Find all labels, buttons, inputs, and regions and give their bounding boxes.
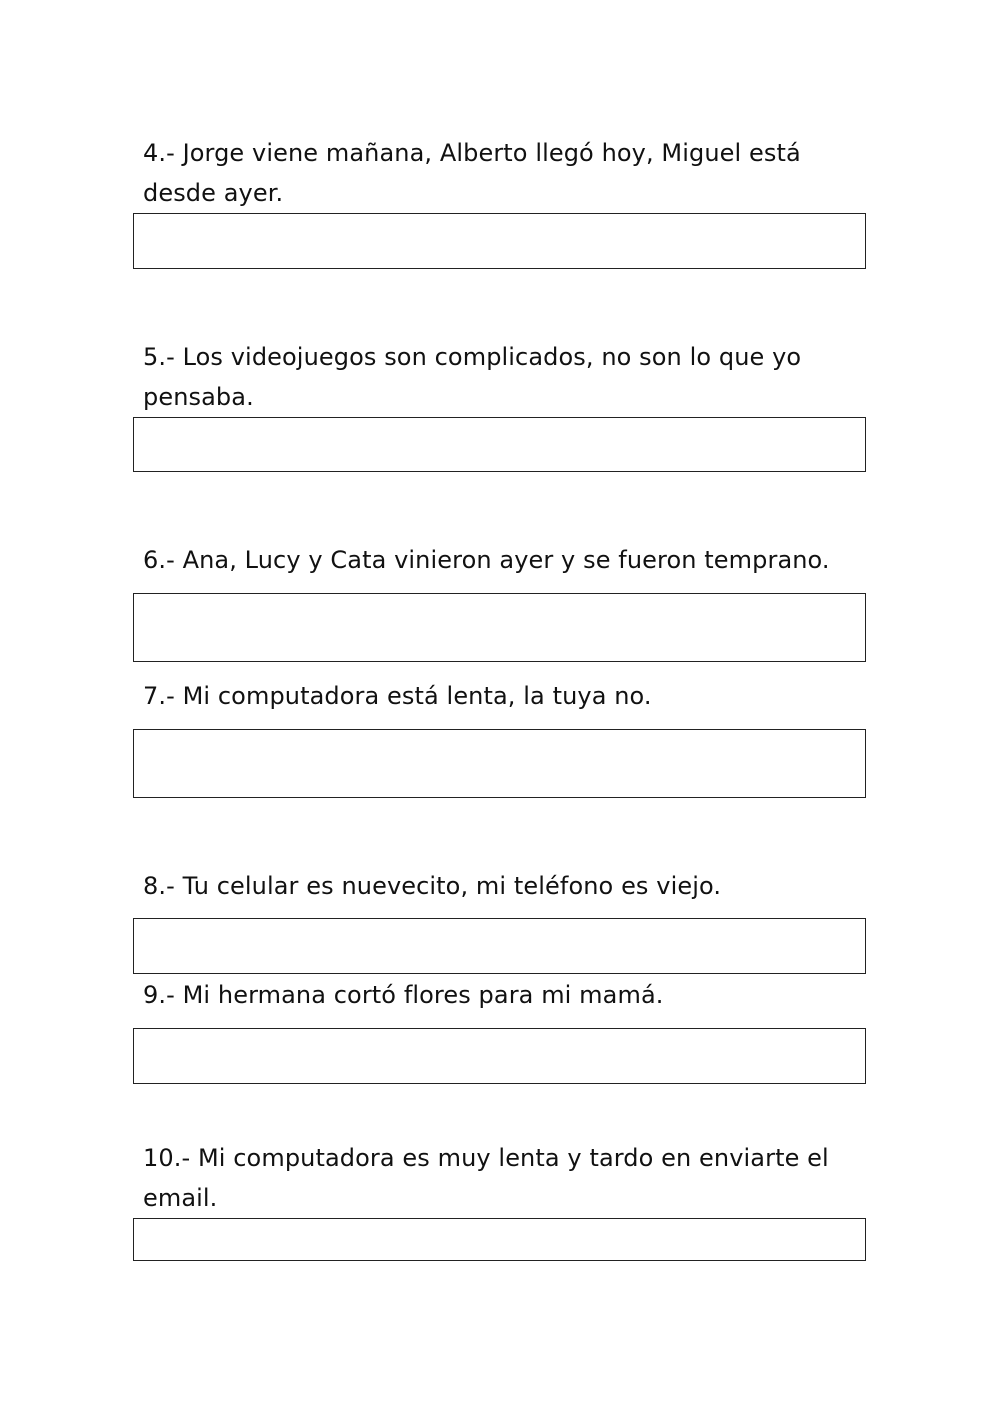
- answer-input-6[interactable]: [133, 593, 866, 662]
- question-9: 9.- Mi hermana cortó flores para mi mamá.: [143, 981, 664, 1009]
- question-4: 4.- Jorge viene mañana, Alberto llegó hoy, Miguel está desde ayer.: [143, 139, 801, 207]
- question-10: 10.- Mi computadora es muy lenta y tardo en enviarte el email.: [143, 1144, 829, 1212]
- question-7: 7.- Mi computadora está lenta, la tuya no.: [143, 682, 652, 710]
- question-5: 5.- Los videojuegos son complicados, no son lo que yo pensaba.: [143, 343, 802, 411]
- answer-input-9[interactable]: [133, 1028, 866, 1084]
- answer-input-7[interactable]: [133, 729, 866, 798]
- question-6: 6.- Ana, Lucy y Cata vinieron ayer y se fueron temprano.: [143, 546, 830, 574]
- answer-input-10[interactable]: [133, 1218, 866, 1261]
- answer-input-4[interactable]: [133, 213, 866, 269]
- answer-input-5[interactable]: [133, 417, 866, 472]
- answer-input-8[interactable]: [133, 918, 866, 974]
- question-8: 8.- Tu celular es nuevecito, mi teléfono es viejo.: [143, 872, 722, 900]
